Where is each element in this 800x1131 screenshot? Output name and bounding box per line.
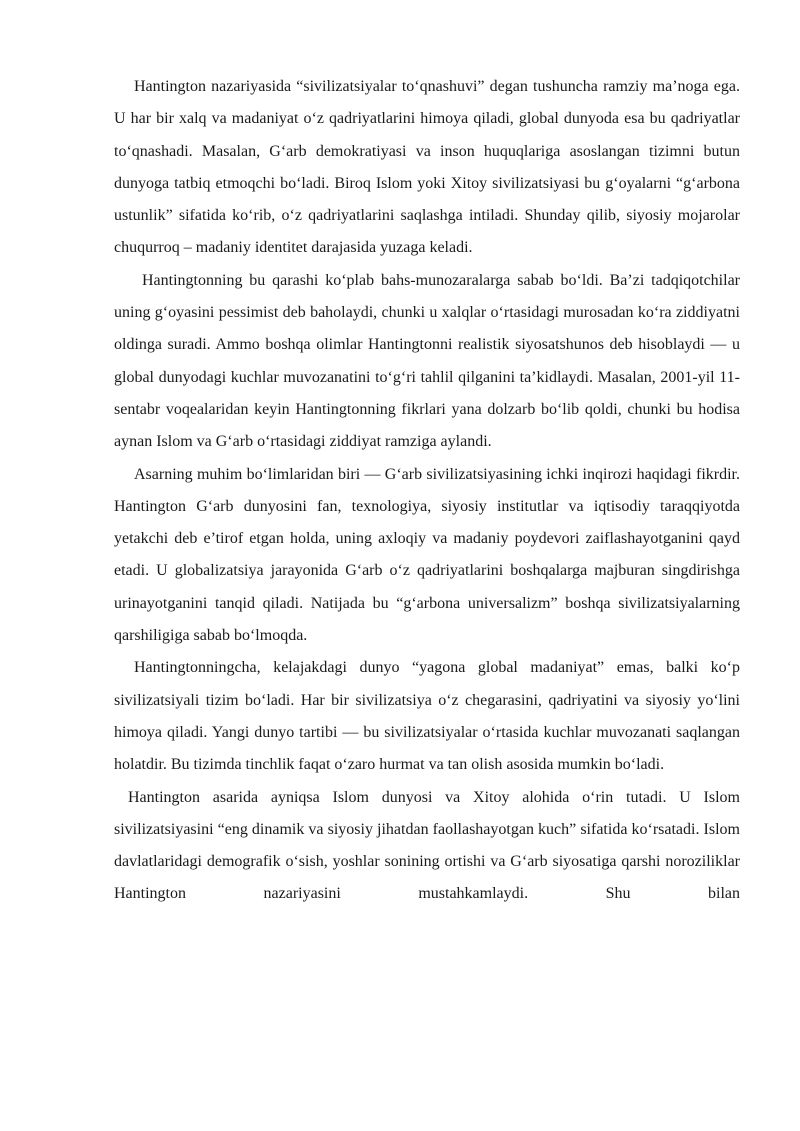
paragraph-2: Hantingtonning bu qarashi ko‘plab bahs-munozaralarga sabab bo‘ldi. Ba’zi tadqiqotchilar uning g‘oyasini pessimist deb baholaydi, chunki u xalqlar o‘rtasidagi murosadan ko‘ra ziddiyatni oldinga suradi. Ammo boshqa olimlar Hantingtonni realistik siyosatshunos deb hisoblaydi — u global dunyodagi kuchlar muvozanatini to‘g‘ri tahlil qilganini ta’kidlaydi. Masalan, 2001-yil 11-sentabr voqealaridan keyin Hantingtonning fikrlari yana dolzarb bo‘lib qoldi, chunki bu hodisa aynan Islom va G‘arb o‘rtasidagi ziddiyat ramziga aylandi. <box>114 271 740 451</box>
paragraph-1: Hantington nazariyasida “sivilizatsiyalar to‘qnashuvi” degan tushuncha ramziy ma’noga ega. U har bir xalq va madaniyat o‘z qadriyatlarini himoya qiladi, global dunyoda esa bu qadriyatlar to‘qnashadi. Masalan, G‘arb demokratiyasi va inson huquqlariga asoslangan tizimni butun dunyoga tatbiq etmoqchi bo‘ladi. Biroq Islom yoki Xitoy sivilizatsiyasi bu g‘oyalarni “g‘arbona ustunlik” sifatida ko‘rib, o‘z qadriyatlarini saqlashga intiladi. Shunday qilib, siyosiy mojarolar chuqurroq – madaniy identitet darajasida yuzaga keladi. <box>114 78 740 257</box>
paragraph-3: Asarning muhim bo‘limlaridan biri — G‘arb sivilizatsiyasining ichki inqirozi haqidagi fikrdir. Hantington G‘arb dunyosini fan, texnologiya, siyosiy institutlar va iqtisodiy taraqqiyotda yetakchi deb e’tirof etgan holda, uning axloqiy va madaniy poydevori zaiflashayotganini qayd etadi. U globalizatsiya jarayonida G‘arb o‘z qadriyatlarini boshqalarga majburan singdirishga urinayotganini tanqid qiladi. Natijada bu “g‘arbona universalizm” boshqa sivilizatsiyalarning qarshiligiga sabab bo‘lmoqda. <box>114 465 740 645</box>
paragraph-5: Hantington asarida ayniqsa Islom dunyosi va Xitoy alohida o‘rin tutadi. U Islom sivilizatsiyasini “eng dinamik va siyosiy jihatdan faollashayotgan kuch” sifatida ko‘rsatadi. Islom davlatlaridagi demografik o‘sish, yoshlar sonining ortishi va G‘arb siyosatiga qarshi noroziliklar Hantington nazariyasini mustahkamlaydi. Shu bilan <box>114 788 740 903</box>
paragraph-4: Hantingtonningcha, kelajakdagi dunyo “yagona global madaniyat” emas, balki ko‘p sivilizatsiyali tizim bo‘ladi. Har bir sivilizatsiya o‘z chegarasini, qadriyatini va siyosiy yo‘lini himoya qiladi. Yangi dunyo tartibi — bu sivilizatsiyalar o‘rtasida kuchlar muvozanati saqlangan holatdir. Bu tizimda tinchlik faqat o‘zaro hurmat va tan olish asosida mumkin bo‘ladi. <box>114 659 740 774</box>
document-page <box>114 71 740 911</box>
